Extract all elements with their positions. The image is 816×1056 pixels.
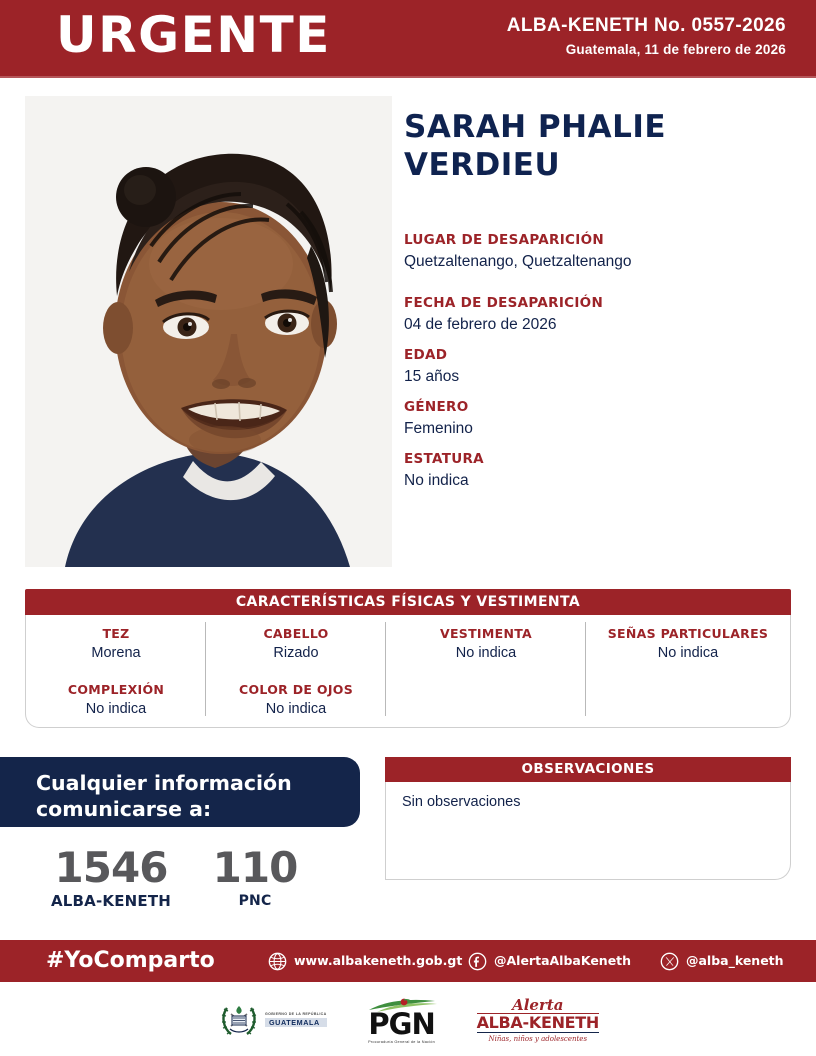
poster-header — [0, 0, 816, 78]
case-number: ALBA-KENETH No. 0557-2026 — [506, 15, 786, 36]
observations-title: OBSERVACIONES — [385, 757, 791, 782]
social-x[interactable] — [660, 951, 784, 971]
person-details — [404, 108, 804, 492]
pgn-logo — [363, 997, 441, 1044]
observations-body: Sin observaciones — [402, 794, 521, 810]
characteristic-value: No indica — [85, 701, 147, 717]
field-label: GÉNERO — [404, 399, 469, 415]
characteristic-tez — [26, 624, 206, 664]
social-bar — [0, 940, 816, 982]
field-fecha — [404, 293, 804, 336]
footer-logos — [0, 992, 816, 1048]
alerta-alba-keneth-logo — [477, 997, 599, 1044]
field-estatura — [404, 449, 804, 492]
characteristics-column — [386, 616, 586, 726]
field-value: 15 años — [404, 368, 460, 385]
government-logo-line2: GUATEMALA — [265, 1018, 327, 1027]
social-facebook-text: @AlertaAlbaKeneth — [494, 953, 632, 968]
characteristic-label: SEÑAS PARTICULARES — [607, 626, 769, 641]
field-label: EDAD — [404, 347, 448, 363]
characteristic-value: Morena — [91, 645, 141, 661]
phone-number: 1546 — [54, 843, 168, 892]
characteristic-value: No indica — [455, 645, 517, 661]
field-genero — [404, 397, 804, 440]
field-label: ESTATURA — [404, 451, 484, 467]
field-label: LUGAR DE DESAPARICIÓN — [404, 232, 604, 248]
phone-numbers — [0, 845, 360, 925]
observations-panel — [385, 758, 791, 880]
government-logo-line1: GOBIERNO DE LA REPÚBLICA — [264, 1011, 327, 1016]
x-twitter-icon — [660, 952, 679, 971]
characteristics-title: CARACTERÍSTICAS FÍSICAS Y VESTIMENTA — [25, 589, 791, 615]
government-logo — [217, 1000, 327, 1040]
field-value: 04 de febrero de 2026 — [404, 316, 557, 333]
social-website-text: www.albakeneth.gob.gt — [294, 953, 463, 968]
characteristic-color-ojos — [206, 680, 386, 720]
characteristics-grid — [26, 616, 790, 726]
contact-banner — [0, 757, 360, 827]
phone-number: 110 — [212, 843, 298, 892]
characteristics-column — [586, 616, 790, 726]
characteristic-vestimenta — [386, 624, 586, 664]
field-value: Quetzaltenango, Quetzaltenango — [404, 253, 632, 270]
missing-person-photo — [25, 96, 392, 567]
characteristics-column — [206, 616, 386, 726]
social-facebook[interactable] — [468, 951, 631, 971]
phone-label: PNC — [238, 893, 272, 909]
characteristic-value: No indica — [265, 701, 327, 717]
facebook-icon — [468, 952, 487, 971]
phone-label: ALBA-KENETH — [50, 892, 172, 910]
characteristics-panel — [25, 590, 791, 728]
phone-alba-keneth[interactable] — [36, 845, 186, 911]
page-title: SARAH PHALIE VERDIEU — [404, 109, 667, 183]
pgn-acronym: PGN — [368, 1006, 435, 1041]
characteristic-label: TEZ — [102, 626, 130, 641]
social-website[interactable] — [268, 951, 462, 971]
urgent-label: URGENTE — [56, 6, 331, 64]
characteristic-label: COLOR DE OJOS — [239, 682, 353, 697]
characteristic-value: Rizado — [273, 645, 319, 661]
contact-heading-line2: comunicarse a: — [36, 797, 212, 821]
characteristic-senas-particulares — [586, 624, 790, 664]
characteristic-value: No indica — [657, 645, 719, 661]
guatemala-seal-icon — [217, 1000, 261, 1040]
alerta-tagline: Niñas, niños y adolescentes — [488, 1034, 588, 1043]
contact-heading — [36, 770, 292, 822]
field-lugar — [404, 230, 804, 273]
characteristic-complexion — [26, 680, 206, 720]
pgn-subtitle: Procuraduría General de la Nación — [368, 1039, 436, 1044]
field-edad — [404, 345, 804, 388]
social-x-text: @alba_keneth — [686, 953, 784, 968]
characteristic-label: COMPLEXIÓN — [67, 682, 165, 697]
field-value: Femenino — [404, 420, 473, 437]
header-case-info — [507, 13, 786, 61]
characteristic-label: CABELLO — [263, 626, 329, 641]
field-value: No indica — [404, 472, 469, 489]
field-label: FECHA DE DESAPARICIÓN — [404, 295, 604, 311]
characteristic-cabello — [206, 624, 386, 664]
contact-heading-line1: Cualquier información — [36, 771, 292, 795]
alerta-alba-keneth-name: ALBA-KENETH — [476, 1012, 600, 1032]
globe-icon — [268, 952, 287, 971]
alerta-word: Alerta — [512, 995, 564, 1014]
characteristics-column — [26, 616, 206, 726]
hashtag-label: #YoComparto — [46, 948, 215, 973]
characteristic-label: VESTIMENTA — [439, 626, 533, 641]
issue-place-date: Guatemala, 11 de febrero de 2026 — [565, 42, 786, 57]
phone-pnc[interactable] — [200, 845, 310, 911]
